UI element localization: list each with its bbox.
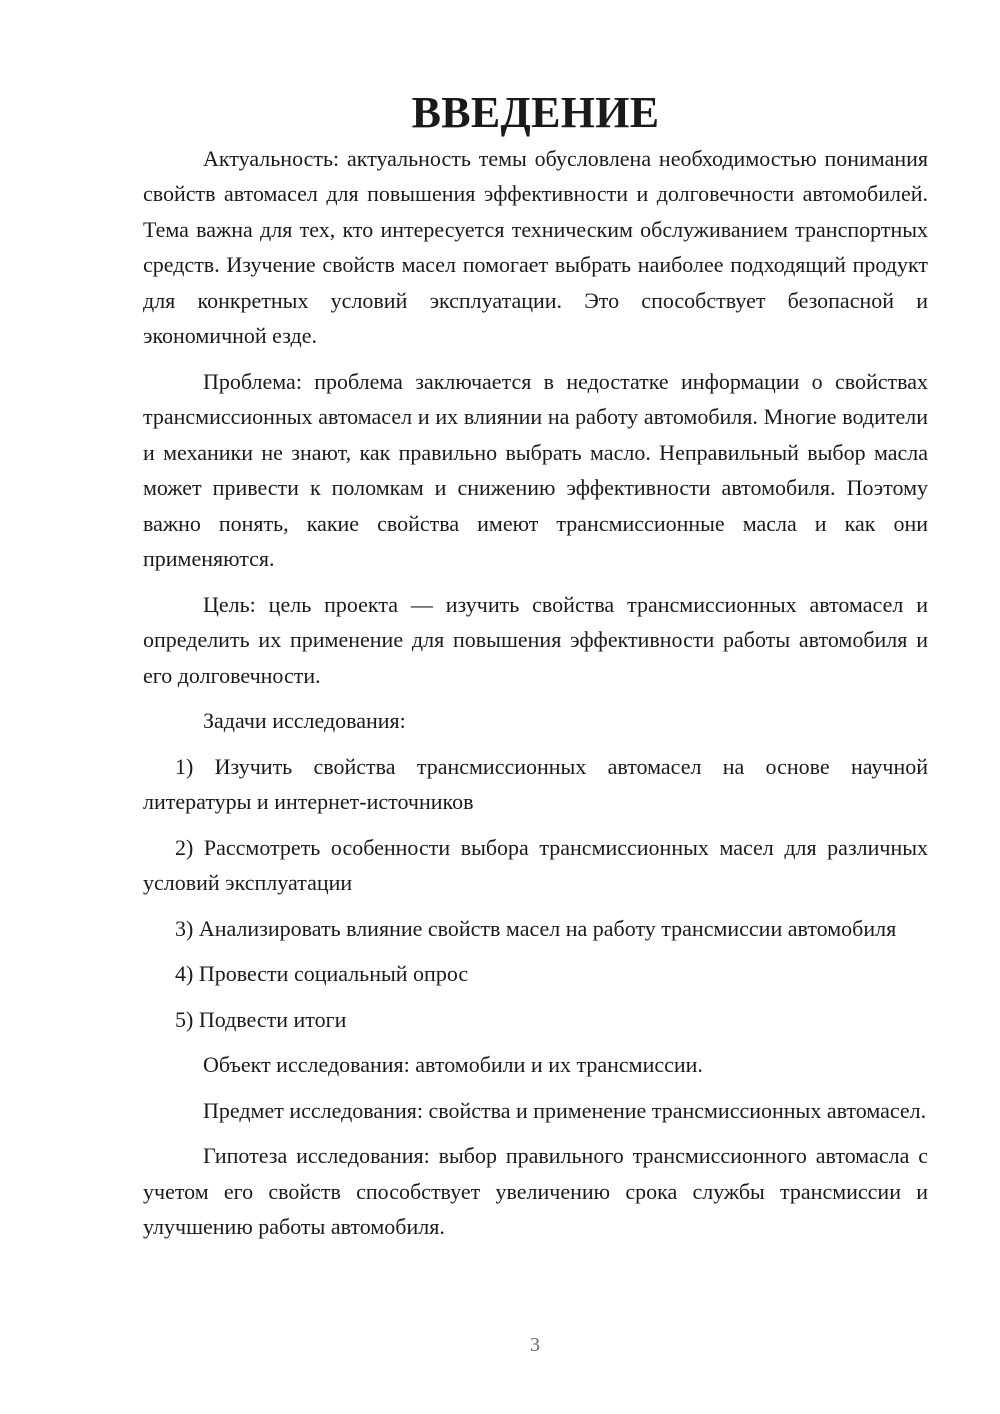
paragraph-subject: Предмет исследования: свойства и применение трансмиссионных автомасел. — [203, 1097, 927, 1123]
paragraph-object: Объект исследования: автомобили и их трансмиссии. — [203, 1052, 703, 1077]
task-item-1: 1) Изучить свойства трансмиссионных автомасел на основе научной литературы и интернет-источников — [143, 753, 928, 814]
task-item-3: 3) Анализировать влияние свойств масел на работу трансмиссии автомобиля — [175, 915, 897, 941]
page-number: 3 — [530, 1334, 540, 1356]
task-item-2: 2) Рассмотреть особенности выбора трансмиссионных масел для различных условий эксплуатации — [143, 834, 928, 895]
paragraph-hypothesis: Гипотеза исследования: выбор правильного трансмиссионного автомасла с учетом его свойств способствует увеличению срока службы трансмиссии и улучшению работы автомобиля. — [143, 1143, 928, 1239]
task-item-4: 4) Провести социальный опрос — [175, 961, 469, 986]
section-heading: ВВЕДЕНИЕ — [411, 88, 660, 137]
paragraph-goal: Цель: цель проекта — изучить свойства трансмиссионных автомасел и определить их применение для повышения эффективности работы автомобиля и его долговечности. — [143, 591, 928, 688]
task-item-5: 5) Подвести итоги — [175, 1006, 347, 1032]
page-content — [143, 88, 928, 1255]
paragraph-problem: Проблема: проблема заключается в недостатке информации о свойствах трансмиссионных автомасел и их влиянии на работу автомобиля. Многие водители и механики не знают, как правильно выбрать масло. Неправильный выбор масла может привести к поломкам и снижению эффективности автомобиля. Поэтому важно понять, какие свойства имеют трансмиссионные масла и как они применяются. — [143, 368, 928, 571]
paragraph-relevance: Актуальность: актуальность темы обусловлена необходимостью понимания свойств автомасел для повышения эффективности и долговечности автомобилей. Тема важна для тех, кто интересуется техническим обслуживанием транспортных средств. Изучение свойств масел помогает выбрать наиболее подходящий продукт для конкретных условий эксплуатации. Это способствует безопасной и экономичной езде. — [143, 145, 928, 348]
tasks-heading: Задачи исследования: — [203, 708, 406, 733]
task-list — [143, 749, 928, 1038]
